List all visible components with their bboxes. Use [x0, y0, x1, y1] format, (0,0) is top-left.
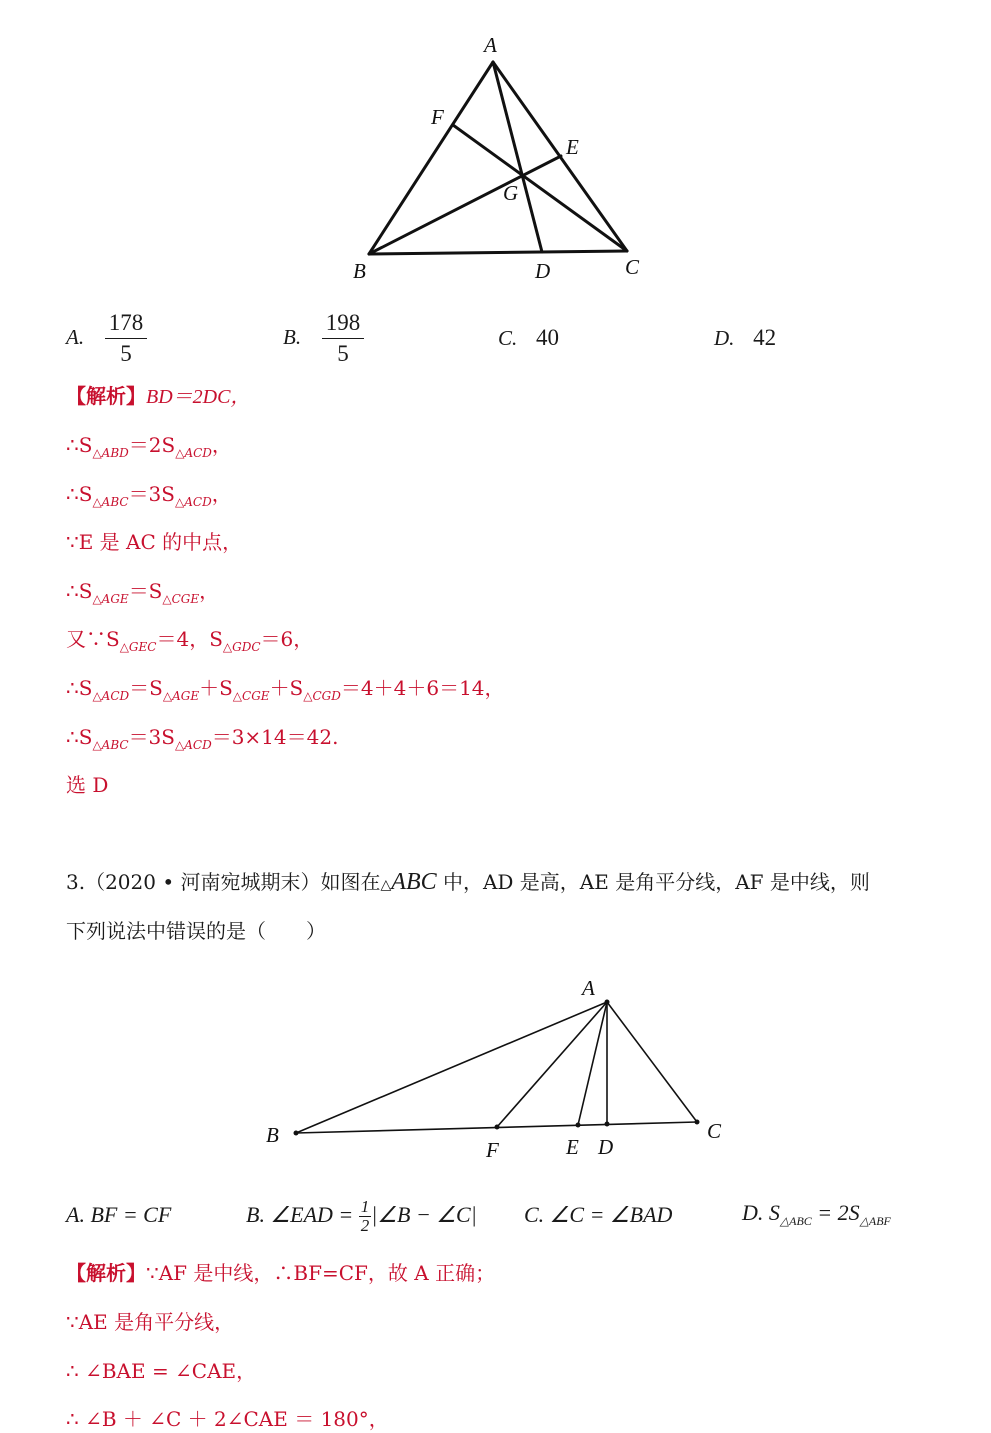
point-c	[695, 1120, 700, 1125]
q3-solution-line-3	[66, 1357, 256, 1385]
text: ＋S	[199, 676, 233, 700]
q2-option-a-den: 5	[120, 341, 132, 366]
text: ＝2S	[128, 433, 176, 457]
point-b	[294, 1131, 299, 1136]
q2-option-b	[283, 308, 364, 369]
seg-ae	[578, 1002, 607, 1125]
text: A. BF = CF	[66, 1202, 172, 1227]
q2-option-d-label: D.	[714, 326, 735, 350]
triangle-symbol: △	[380, 877, 392, 893]
q2-solution-line-5	[66, 577, 219, 613]
text: ，	[211, 482, 232, 506]
label-b: B	[353, 259, 366, 283]
q3-option-c	[524, 1200, 672, 1230]
text: ∴S	[66, 725, 93, 749]
text: ，	[199, 579, 220, 603]
q3-solution-line-2	[66, 1308, 234, 1336]
q2-solution-line-7	[66, 674, 505, 710]
text: ＝4＋4＋6＝14，	[340, 676, 505, 700]
q3-solution-line-1	[66, 1259, 495, 1287]
text: ∴S	[66, 482, 93, 506]
q3-solution-tag: 【解析】	[66, 1261, 146, 1285]
label-b: B	[266, 1123, 279, 1147]
q2-solution-line-4	[66, 528, 242, 556]
text: ∴S	[66, 433, 93, 457]
text: = 2S	[811, 1200, 860, 1225]
text: ＋S	[269, 676, 304, 700]
subscript: △ACD	[175, 495, 212, 509]
subscript: △ACD	[175, 738, 212, 752]
text: ABC	[391, 869, 437, 895]
text: |∠B − ∠C|	[371, 1202, 477, 1227]
label-d: D	[598, 1135, 614, 1159]
text: 又∵S	[66, 627, 120, 651]
text: ＝3S	[128, 482, 175, 506]
text: ＝S	[129, 676, 163, 700]
label-c: C	[707, 1119, 722, 1143]
q3-solution-line-4	[66, 1405, 389, 1433]
q2-option-a	[66, 308, 147, 369]
q2-solution-line-1	[66, 382, 250, 411]
q3-triangle-figure	[0, 960, 991, 1170]
q2-solution-tag: 【解析】	[66, 384, 146, 408]
q3-option-a	[66, 1200, 171, 1230]
text: ＝3S	[128, 725, 175, 749]
text: D. S	[742, 1200, 780, 1225]
q2-option-c-label: C.	[498, 326, 518, 350]
text: 下列说法中错误的是（ ）	[66, 919, 326, 943]
subscript: △AGE	[162, 689, 200, 703]
label-e: E	[566, 135, 579, 159]
q2-option-a-label: A.	[66, 325, 85, 349]
subscript: △ABF	[859, 1214, 891, 1228]
text: ＝6，	[260, 627, 314, 651]
q2-option-c	[498, 324, 559, 352]
q2-solution-line-8	[66, 723, 338, 759]
den: 2	[360, 1216, 370, 1236]
q2-option-b-fraction	[322, 308, 365, 369]
q3-option-b-fraction	[359, 1198, 372, 1235]
q3-option-b	[246, 1192, 477, 1238]
num: 1	[360, 1197, 370, 1217]
q2-option-b-label: B.	[283, 325, 302, 349]
text: C. ∠C = ∠BAD	[524, 1202, 673, 1227]
q2-option-b-num: 198	[322, 308, 365, 339]
text: 中，AD 是高，AE 是角平分线，AF 是中线，则	[436, 870, 870, 894]
text: ＝4，S	[156, 627, 223, 651]
label-g: G	[503, 181, 519, 205]
q2-option-b-den: 5	[337, 341, 349, 366]
subscript: △ABD	[92, 446, 129, 460]
q2-solution-text: BD＝2DC，	[146, 386, 251, 408]
text: ∵AF 是中线，∴BF=CF，故 A 正确；	[146, 1261, 496, 1285]
q2-solution-line-3	[66, 480, 232, 516]
label-f: F	[431, 105, 444, 129]
text: ∴S	[66, 676, 93, 700]
seg-bc	[369, 251, 627, 254]
text: 3.（2020 • 河南宛城期末）如图在	[66, 870, 381, 894]
point-f	[495, 1125, 500, 1130]
point-a	[605, 1000, 610, 1005]
q2-solution-line-2	[66, 431, 232, 467]
seg-ab	[296, 1002, 607, 1133]
subscript: △CGE	[162, 592, 200, 606]
text: B. ∠EAD =	[246, 1202, 354, 1227]
text: ∴S	[66, 579, 93, 603]
seg-ac	[607, 1002, 697, 1122]
point-d	[605, 1122, 610, 1127]
subscript: △ABC	[779, 1214, 812, 1228]
q2-option-c-value: 40	[535, 325, 559, 350]
q2-option-a-fraction	[105, 308, 148, 369]
subscript: △GDC	[222, 640, 261, 654]
subscript: △CGD	[303, 689, 341, 703]
text: 选 D	[66, 773, 109, 797]
q2-solution-line-9	[66, 771, 108, 799]
seg-af	[497, 1002, 607, 1127]
q3-stem-line-2	[66, 917, 326, 945]
q3-option-d	[742, 1196, 891, 1238]
q2-option-a-num: 178	[105, 308, 148, 339]
q3-stem-line-1	[66, 868, 870, 899]
label-a: A	[582, 976, 595, 1000]
label-e: E	[566, 1135, 579, 1159]
text: ∵AE 是角平分线，	[66, 1310, 235, 1334]
text: ∴ ∠BAE = ∠CAE，	[66, 1359, 257, 1383]
text: ∴ ∠B ＋ ∠C ＋ 2∠CAE ＝ 180°，	[66, 1407, 389, 1431]
q2-option-d	[714, 324, 776, 352]
seg-ab	[369, 62, 493, 254]
text: ＝S	[128, 579, 163, 603]
label-a: A	[484, 33, 497, 57]
subscript: △GEC	[119, 640, 157, 654]
subscript: △ABC	[92, 495, 129, 509]
text: ∵E 是 AC 的中点，	[66, 530, 243, 554]
label-c: C	[625, 255, 640, 279]
seg-ad	[493, 62, 542, 252]
subscript: △ABC	[92, 738, 129, 752]
label-f: F	[486, 1138, 499, 1162]
text: ＝3×14＝42.	[211, 725, 339, 749]
subscript: △ACD	[175, 446, 212, 460]
seg-be	[369, 156, 561, 254]
subscript: △CGE	[232, 689, 270, 703]
subscript: △ACD	[92, 689, 130, 703]
subscript: △AGE	[92, 592, 129, 606]
point-e	[576, 1123, 581, 1128]
seg-cf	[453, 125, 627, 251]
text: ，	[211, 433, 232, 457]
label-d: D	[535, 259, 551, 283]
q2-solution-line-6	[66, 625, 313, 661]
q2-triangle-figure	[0, 0, 991, 300]
q2-option-d-value: 42	[753, 325, 777, 350]
